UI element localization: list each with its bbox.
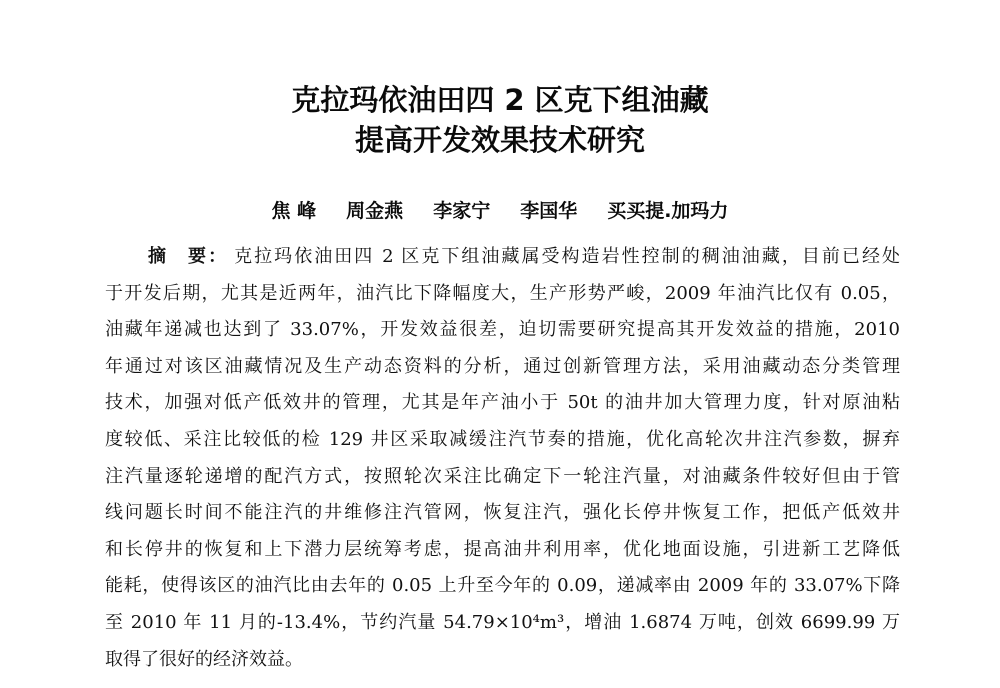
abstract-line: 注汽量逐轮递增的配汽方式，按照轮次采注比确定下一轮注汽量，对油藏条件较好但由于管 [105,465,900,487]
abstract-line: 线问题长时间不能注汽的井维修注汽管网，恢复注汽，强化长停井恢复工作，把低产低效井 [105,502,900,524]
author-name: 焦 峰 [271,200,317,222]
abstract-line: 至 2010 年 11 月的-13.4%，节约汽量 54.79×10⁴m³，增油 1.6874 万吨，创效 6699.99 万 [105,611,900,633]
author-name: 买买提.加玛力 [607,200,729,222]
abstract-line: 取得了很好的经济效益。 [105,648,303,670]
paper-title-line-1: 克拉玛依油田四 2 区克下组油藏 [291,83,709,117]
abstract-line: 度较低、采注比较低的检 129 井区采取减缓注汽节奏的措施，优化高轮次井注汽参数，摒弃 [105,428,900,450]
author-list [0,196,1000,226]
paper-title-line-2: 提高开发效果技术研究 [354,123,645,157]
abstract-line: 和长停井的恢复和上下潜力层统筹考虑，提高油井利用率，优化地面设施，引进新工艺降低 [105,538,900,560]
author-name: 李家宁 [433,200,491,222]
author-name: 李国华 [520,200,578,222]
abstract [105,239,900,678]
abstract-line: 油藏年递减也达到了 33.07%，开发效益很差，迫切需要研究提高其开发效益的措施，2010 [105,319,900,341]
abstract-line-text: 克拉玛依油田四 2 区克下组油藏属受构造岩性控制的稠油油藏，目前已经处 [234,246,900,267]
abstract-line: 于开发后期，尤其是近两年，油汽比下降幅度大，生产形势严峻，2009 年油汽比仅有 0.05， [105,282,900,304]
abstract-line: 年通过对该区油藏情况及生产动态资料的分析，通过创新管理方法，采用油藏动态分类管理 [105,355,900,377]
abstract-line: 能耗，使得该区的油汽比由去年的 0.05 上升至今年的 0.09，递减率由 2009 年的 33.07%下降 [105,575,900,597]
abstract-line [105,239,900,276]
abstract-line: 技术，加强对低产低效井的管理，尤其是年产油小于 50t 的油井加大管理力度，针对原油粘 [105,392,900,414]
abstract-label: 摘 要： [148,246,229,267]
author-name: 周金燕 [346,200,404,222]
